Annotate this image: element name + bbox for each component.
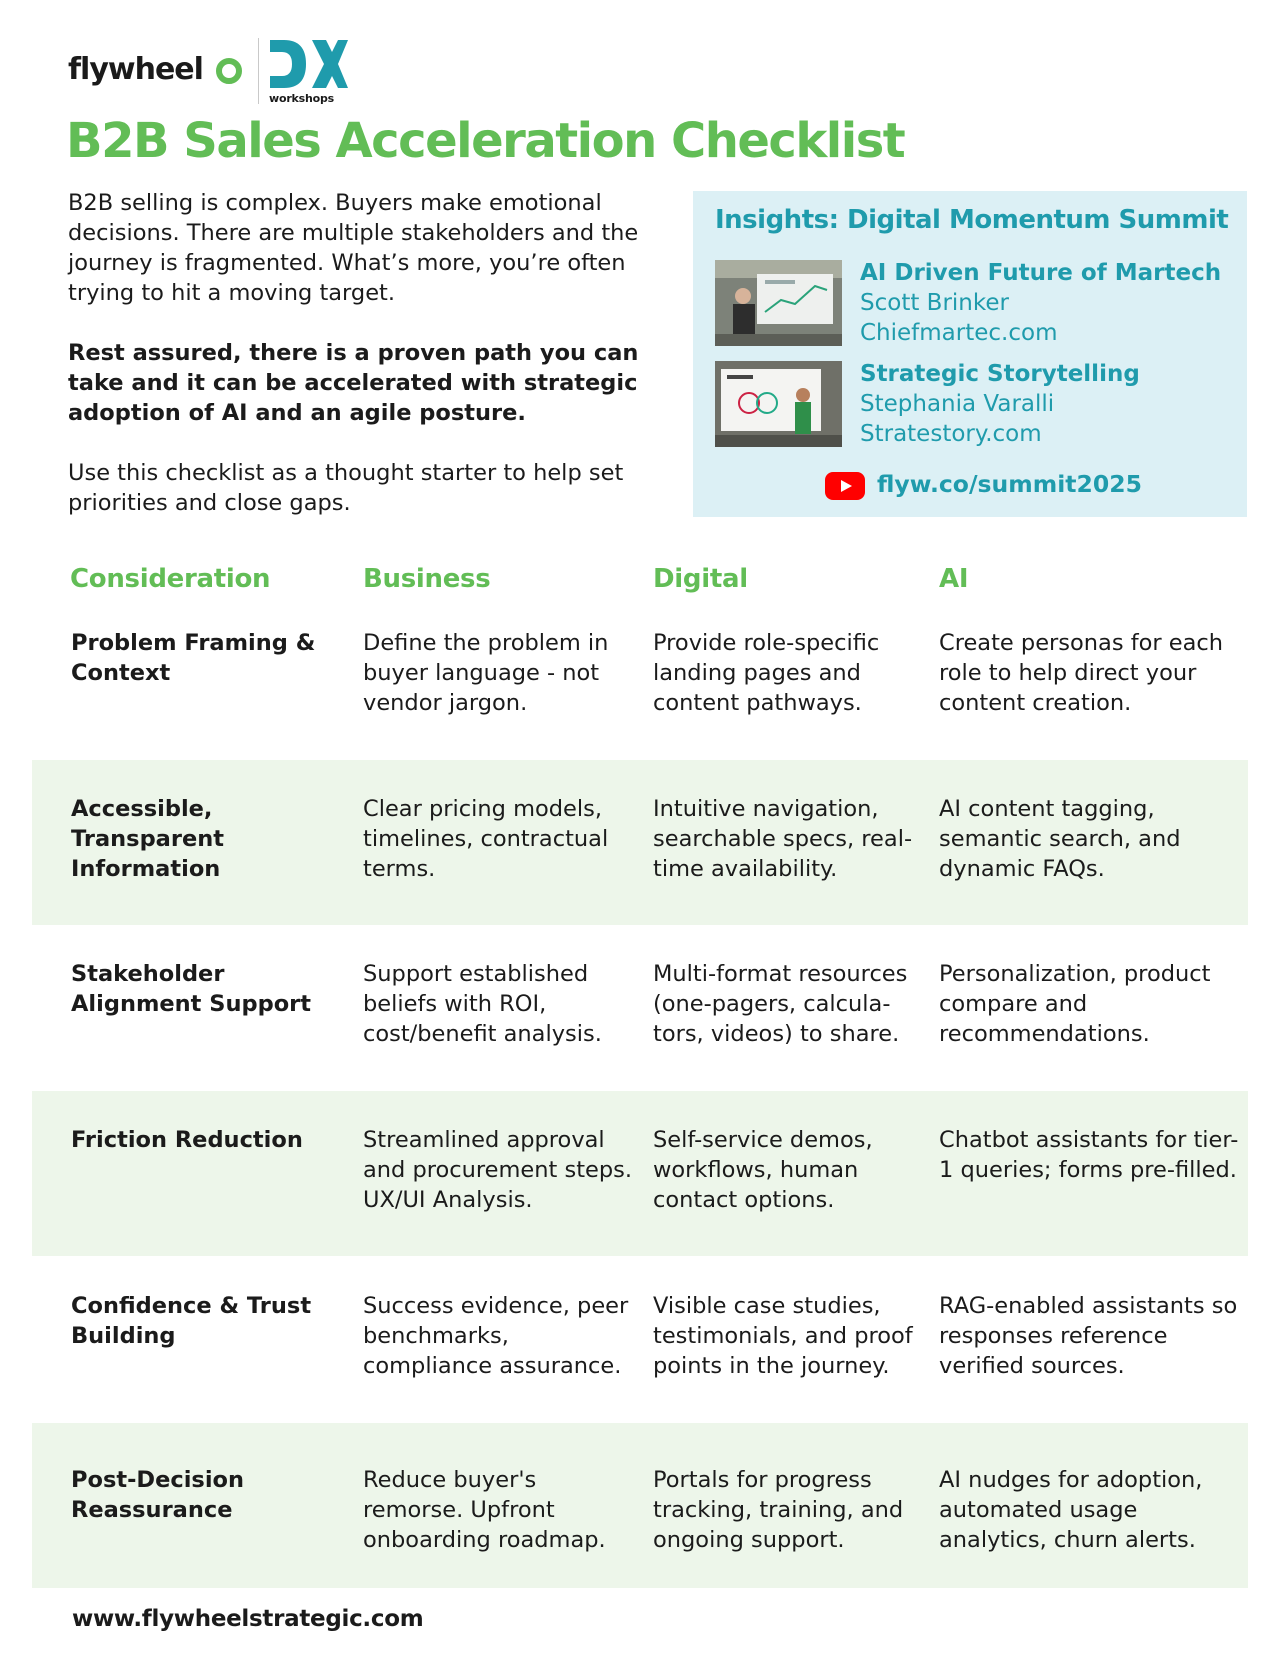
insight-speaker: Scott Brinker xyxy=(860,290,1009,316)
consideration-cell: Friction Reduction xyxy=(71,1127,303,1153)
column-header-business: Business xyxy=(363,564,491,594)
footer-website-link[interactable]: www.flywheelstrategic.com xyxy=(72,1606,424,1632)
table-row xyxy=(32,1257,1248,1422)
column-header-consideration: Consideration xyxy=(70,564,271,594)
ai-cell: Chatbot assistants for tier-1 queries; forms pre-filled. xyxy=(939,1127,1239,1183)
insight-speaker: Stephania Varalli xyxy=(860,391,1055,417)
column-header-digital: Digital xyxy=(653,564,748,594)
consideration-cell: Post-Decision Reassurance xyxy=(71,1467,245,1523)
table-row xyxy=(32,925,1248,1090)
business-cell: Support established beliefs with ROI, cost/benefit analysis. xyxy=(363,961,602,1047)
business-cell: Success evidence, peer benchmarks, compliance assurance. xyxy=(363,1293,629,1379)
ai-cell: AI content tagging, semantic search, and dynamic FAQs. xyxy=(939,796,1181,882)
insight-item[interactable] xyxy=(715,359,1235,447)
insight-title: Strategic Storytelling xyxy=(860,361,1140,387)
intro-paragraph-2: Rest assured, there is a proven path you can take and it can be accelerated with strategic adoption of AI and an agile posture. xyxy=(68,340,639,426)
ai-cell: RAG-enabled assistants so responses reference verified sources. xyxy=(939,1293,1238,1379)
consideration-cell: Accessible, Transparent Information xyxy=(71,796,224,882)
insight-text xyxy=(860,258,1221,348)
insights-title: Insights: Digital Momentum Summit xyxy=(715,205,1229,235)
logo-divider xyxy=(258,38,259,104)
insight-title: AI Driven Future of Martech xyxy=(860,260,1222,286)
ai-cell: Personalization, product compare and recommendations. xyxy=(939,961,1211,1047)
summit-link-text[interactable]: flyw.co/summit2025 xyxy=(877,470,1142,498)
consideration-cell: Stakeholder Alignment Support xyxy=(71,961,312,1017)
insight-site[interactable]: Chiefmartec.com xyxy=(860,320,1058,346)
insight-item[interactable] xyxy=(715,258,1235,346)
insight-site[interactable]: Stratestory.com xyxy=(860,421,1042,447)
column-header-ai: AI xyxy=(939,564,969,594)
ai-cell: AI nudges for adoption, automated usage analytics, churn alerts. xyxy=(939,1467,1203,1553)
intro xyxy=(68,188,668,548)
intro-paragraph-1: B2B selling is complex. Buyers make emotional decisions. There are multiple stakeholders and the journey is fragmented. What’s more, you’re often trying to hit a moving target. xyxy=(68,190,639,306)
table-row xyxy=(32,1423,1248,1588)
summit-link[interactable] xyxy=(825,470,1225,502)
business-cell: Streamlined approval and procurement steps. UX/UI Analysis. xyxy=(363,1127,633,1213)
logo-bar xyxy=(68,38,388,104)
digital-cell: Self-service demos, workflows, human contact options. xyxy=(653,1127,873,1213)
table-row xyxy=(32,1091,1248,1256)
digital-cell: Intuitive navigation, searchable specs, real-time availability. xyxy=(653,796,913,882)
business-cell: Define the problem in buyer language - not vendor jargon. xyxy=(363,630,609,716)
table-row xyxy=(32,760,1248,925)
insight-text xyxy=(860,359,1140,449)
ai-cell: Create personas for each role to help direct your content creation. xyxy=(939,630,1224,716)
consideration-cell: Confidence & Trust Building xyxy=(71,1293,312,1349)
table-row xyxy=(32,614,1248,779)
digital-cell: Portals for progress tracking, training, and ongoing support. xyxy=(653,1467,904,1553)
flywheel-ring-icon xyxy=(216,58,242,84)
insights-panel xyxy=(693,191,1247,517)
digital-cell: Multi-format resources (one-pagers, calcula-tors, videos) to share. xyxy=(653,961,908,1047)
presentation-photo-icon xyxy=(715,260,842,346)
business-cell: Reduce buyer's remorse. Upfront onboarding roadmap. xyxy=(363,1467,606,1553)
youtube-icon xyxy=(825,472,865,500)
consideration-cell: Problem Framing & Context xyxy=(71,630,316,686)
digital-cell: Provide role-specific landing pages and content pathways. xyxy=(653,630,880,716)
intro-paragraph-3: Use this checklist as a thought starter to help set priorities and close gaps. xyxy=(68,460,624,516)
page-title: B2B Sales Acceleration Checklist xyxy=(66,113,905,169)
digital-cell: Visible case studies, testimonials, and proof points in the journey. xyxy=(653,1293,913,1379)
presentation-photo-icon xyxy=(715,361,842,447)
business-cell: Clear pricing models, timelines, contractual terms. xyxy=(363,796,609,882)
flywheel-logo: flywheel xyxy=(68,52,203,87)
dx-workshops-label: workshops xyxy=(269,92,335,105)
